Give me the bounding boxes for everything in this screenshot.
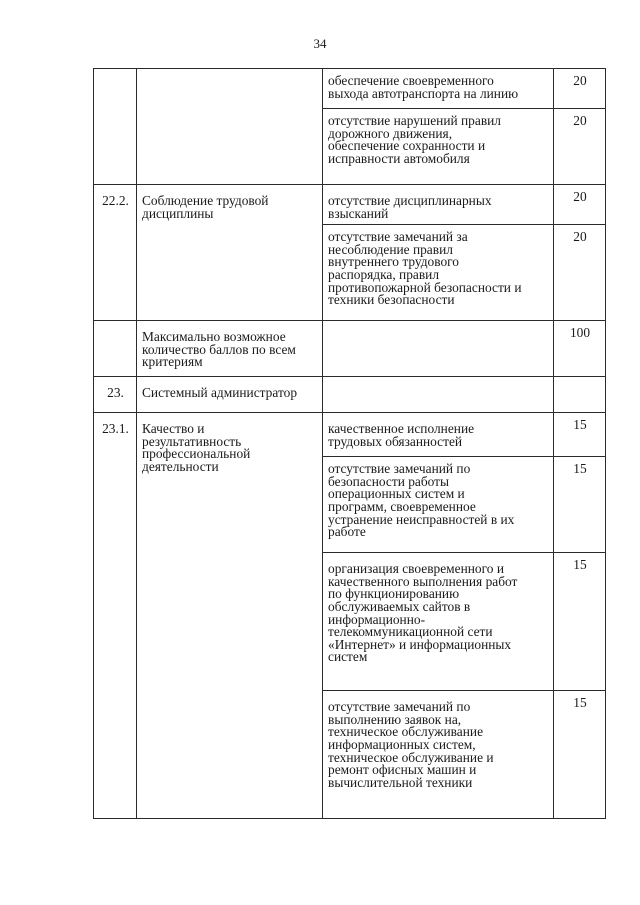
row-number <box>94 321 137 377</box>
page-number: 34 <box>313 36 327 51</box>
criterion-text: качественное исполнение трудовых обязанностей <box>323 413 554 457</box>
criterion-text <box>323 377 554 413</box>
criterion-score: 15 <box>554 413 606 457</box>
criterion-score: 15 <box>554 457 606 553</box>
criterion-text: отсутствие нарушений правил дорожного движения, обеспечение сохранности и исправности автомобиля <box>323 109 554 185</box>
indicator-name: Системный администратор <box>137 377 323 413</box>
criteria-table <box>93 68 606 819</box>
criterion-text: отсутствие дисциплинарных взысканий <box>323 185 554 225</box>
criterion-score: 20 <box>554 225 606 321</box>
criterion-score: 20 <box>554 109 606 185</box>
criterion-text: организация своевременного и качественного выполнения работ по функционированию обслуживаемых сайтов в информационно- телекоммуникационной сети «Интернет» и информационных систем <box>323 553 554 691</box>
indicator-name: Соблюдение трудовой дисциплины <box>137 185 323 321</box>
criterion-score: 100 <box>554 321 606 377</box>
criterion-text: отсутствие замечаний за несоблюдение правил внутреннего трудового распорядка, правил противопожарной безопасности и техники безопасности <box>323 225 554 321</box>
row-number: 23. <box>94 377 137 413</box>
indicator-name <box>137 69 323 185</box>
criterion-score: 15 <box>554 691 606 819</box>
criterion-text: отсутствие замечаний по безопасности работы операционных систем и программ, своевременное устранение неисправностей в их работе <box>323 457 554 553</box>
criterion-text: обеспечение своевременного выхода автотранспорта на линию <box>323 69 554 109</box>
table-row <box>94 185 606 225</box>
criterion-score: 20 <box>554 69 606 109</box>
indicator-name: Качество и результативность профессиональной деятельности <box>137 413 323 819</box>
row-number: 22.2. <box>94 185 137 321</box>
criterion-text <box>323 321 554 377</box>
criterion-score: 15 <box>554 553 606 691</box>
row-number: 23.1. <box>94 413 137 819</box>
indicator-name: Максимально возможное количество баллов по всем критериям <box>137 321 323 377</box>
row-number <box>94 69 137 185</box>
table-row <box>94 321 606 377</box>
criterion-text: отсутствие замечаний по выполнению заявок на, техническое обслуживание информационных систем, техническое обслуживание и ремонт офисных машин и вычислительной техники <box>323 691 554 819</box>
criterion-score: 20 <box>554 185 606 225</box>
table-row <box>94 377 606 413</box>
table-row <box>94 69 606 109</box>
criterion-score <box>554 377 606 413</box>
table-row <box>94 413 606 457</box>
